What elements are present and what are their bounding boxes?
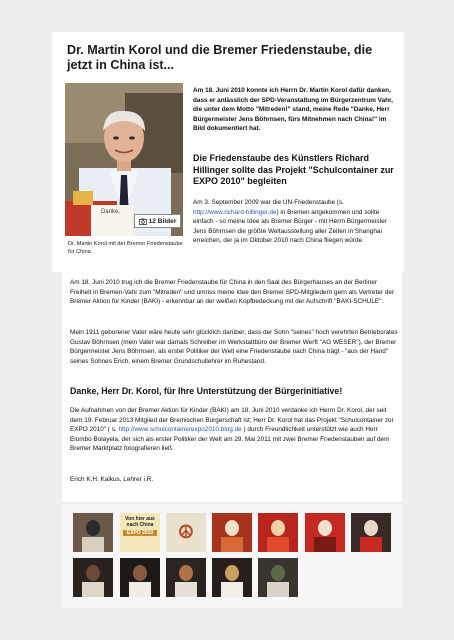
text-segment: ) in Bremen angekommen und sollte einfach - so meine Idee als Bremer Bürger - mit Herrn Bürgermeister Jens Böhrnsen die größte Weltausstellung aller Zeiten in Shanghai erreichen, der ja im Oktober 2010 nach China fliegen würde.: [193, 208, 387, 245]
thumbnail-caption-line: Von hier aus: [125, 516, 155, 522]
text-segment: Die Aufnahmen von der Bremer Aktion für Kinder (BAKI) am 18. Juni 2010 verdanke ich Herrn Dr. Korol, der seit dem 19. Februar 2013 Mitglied der Bremischen Bürgerschaft ist; Herr Dr. Korol hat das Projekt "Schulcontainer zur EXPO 2010" ( s.: [70, 407, 394, 434]
thumbnail-3[interactable]: [166, 513, 206, 552]
page-title: Dr. Martin Korol und die Bremer Friedenstaube, die jetzt in China ist...: [67, 43, 373, 72]
thumbnail-9[interactable]: [120, 558, 160, 597]
thumbnail-5[interactable]: [258, 513, 298, 552]
thumbnail-photo: [120, 558, 160, 597]
thumbnail-caption-line: nach China: [126, 522, 154, 528]
thumbnail-11[interactable]: [212, 558, 252, 597]
signature: Erich K.H. Kalkus, Lehrer i.R.: [70, 476, 154, 483]
camera-icon: [139, 218, 147, 225]
thumbnail-photo: [351, 513, 391, 552]
section-heading: Die Friedenstaube des Künstlers Richard Hillinger sollte das Projekt "Schulcontainer zur EXPO 2010" begleiten: [193, 153, 394, 186]
thumbnail-2[interactable]: [120, 513, 160, 552]
thumbnail-caption: [120, 513, 160, 536]
thumbnail-photo: [305, 513, 345, 552]
thumbnail-photo: [258, 513, 298, 552]
thumbnail-caption-line: EXPO 2010: [123, 530, 157, 536]
danke-sign-text: Danke,: [101, 209, 121, 215]
thumbnail-photo: [258, 558, 298, 597]
text-segment: Am 3. September 2009 war die UN-Friedenstaube (s.: [193, 199, 344, 206]
schulcontainer-link[interactable]: http://www.schulcontainerexpo2010.blog.de: [118, 426, 242, 434]
thanks-heading: Danke, Herr Dr. Korol, für Ihre Unterstützung der Bürgerinitiative!: [70, 386, 343, 396]
thumbnail-1[interactable]: [73, 513, 113, 552]
image-gallery-button[interactable]: [134, 214, 181, 228]
thumbnail-6[interactable]: [305, 513, 345, 552]
thumbnail-7[interactable]: [351, 513, 391, 552]
thumbnail-10[interactable]: [166, 558, 206, 597]
thumbnail-caption-line: ☮: [177, 522, 195, 542]
body-paragraph-1: Am 18. Juni 2010 trug ich die Bremer Friedenstaube für China in den Saal des Bürgerhauses an der Berliner Freiheit in Bremen-Vahr zum "Mitreden" und umriss meine Idee den Bremer SPD-Mitgliedern gern als Vertreter der Bremer Aktion für Kinder (BAKI) - erkennbar an der weißen Kopfbedeckung mit der Aufschrift "BAKI-SCHULE":: [70, 279, 395, 306]
text-segment: ) durch Freundlichkeit unterstützt wie auch Herr Elombo Bolayela, der sich als erster Politiker der Welt am 29. Mai 2011 mit zwei Bremer Friedenstauben auf dem Bremer Marktplatz fotografieren ließ.: [70, 426, 390, 453]
thumbnail-photo: [73, 513, 113, 552]
body-paragraph-2: Mein 1911 geborener Vater wäre heute sehr glücklich darüber, dass der Sohn "seines" hoch verehrten Betriebsrates Gustav Böhrnsen (mein Vater war damals Schreiber im Werkstattbüro der Bremer Werft "AG WESER"), der Bremer Bürgermeister Jens Böhrnsen, als erster Politiker der Welt eine Friedenstaube nach China trägt - "aus der Hand" seines Sohnes Erich, einem Bremer Grundschullehrer im Ruhestand.: [70, 329, 398, 365]
hillinger-link[interactable]: http://www.richard-hillinger.de: [193, 208, 277, 216]
body-paragraph-3: [70, 406, 398, 454]
thumbnail-12[interactable]: [258, 558, 298, 597]
image-count-label: 12 Bilder: [148, 217, 177, 225]
thumbnail-photo: [166, 558, 206, 597]
thumbnail-8[interactable]: [73, 558, 113, 597]
thumbnail-photo: [212, 558, 252, 597]
thumbnail-photo: [73, 558, 113, 597]
thumbnail-caption: [166, 513, 206, 548]
photo-caption: Dr. Martin Korol mit der Bremer Friedenstaube für China: [68, 241, 183, 255]
intro-paragraph: Am 18. Juni 2010 konnte ich Herrn Dr. Martin Korol dafür danken, dass er anlässlich der SPD-Veranstaltung im Bürgerzentrum Vahr, die unter dem Motto "Mitreden!" stand, meine Rede "Danke, Herr Bürgermeister Jens Böhrnsen, fürs Mitnehmen nach China!" im Bild dokumentiert hat.: [193, 87, 393, 133]
thumbnail-4[interactable]: [212, 513, 252, 552]
thumbnail-photo: [212, 513, 252, 552]
section-paragraph: [193, 198, 398, 246]
